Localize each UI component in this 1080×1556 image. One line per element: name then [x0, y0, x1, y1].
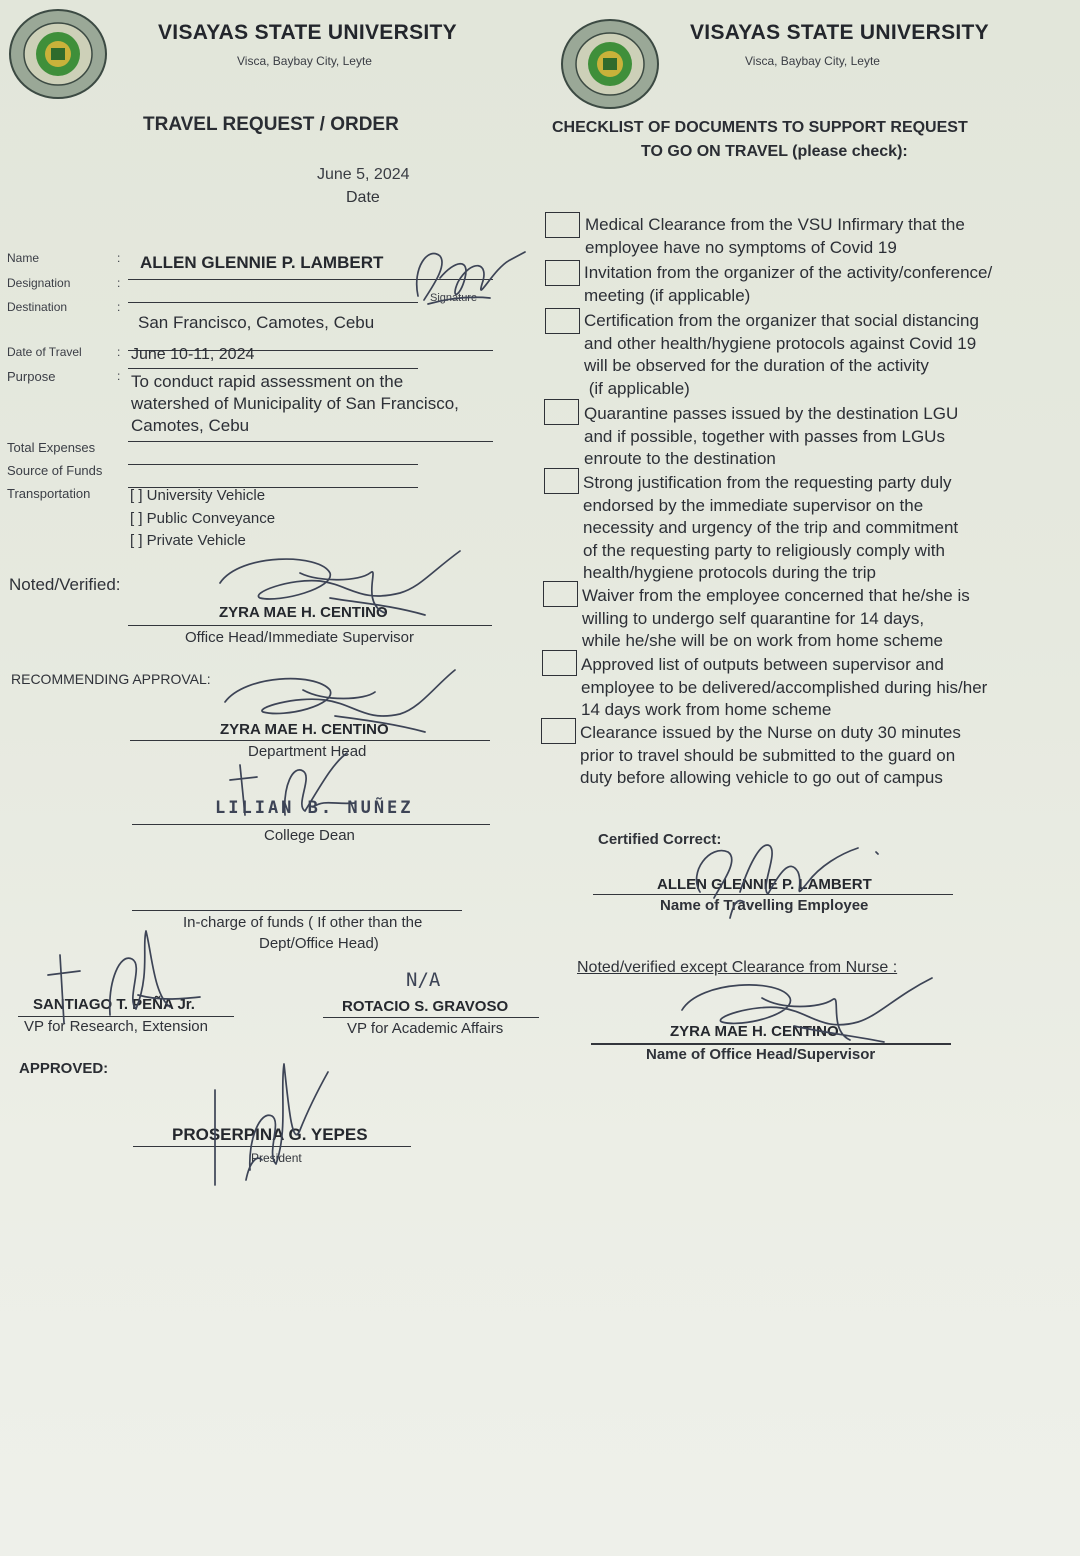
office-head-supervisor-caption: Name of Office Head/Supervisor — [646, 1046, 876, 1063]
date-of-travel-label: Date of Travel — [7, 345, 82, 359]
form-title: TRAVEL REQUEST / ORDER — [143, 114, 399, 135]
university-address: Visca, Baybay City, Leyte — [237, 54, 372, 68]
checklist-text-line: (if applicable) — [584, 378, 690, 398]
date-caption: Date — [346, 189, 380, 206]
vp-research-name: SANTIAGO T. PEÑA Jr. — [33, 996, 195, 1013]
office-head-signature — [210, 543, 470, 623]
checklist-text-line: necessity and urgency of the trip and commitment — [583, 518, 959, 537]
supervisor-signature — [670, 970, 940, 1050]
transportation-label: Transportation — [7, 486, 91, 501]
designation-line — [128, 302, 418, 303]
checklist-checkbox-justification[interactable] — [544, 468, 579, 494]
checklist-text-line: prior to travel should be submitted to the guard on — [580, 745, 956, 765]
traveller-name: ALLEN GLENNIE P. LAMBERT — [140, 253, 384, 272]
expenses-line — [128, 464, 418, 465]
checklist-text-line: endorsed by the immediate supervisor on the — [583, 495, 924, 515]
purpose-label: Purpose — [7, 369, 56, 384]
college-dean-title: College Dean — [264, 827, 355, 844]
checklist-checkbox-nurse-clearance[interactable] — [541, 718, 576, 744]
vp-academic-name: ROTACIO S. GRAVOSO — [342, 998, 509, 1015]
checklist-item-outputs — [581, 654, 987, 722]
colon: : — [117, 300, 121, 314]
checklist-text-line: Clearance issued by the Nurse on duty 30 minutes — [580, 723, 961, 742]
date-of-travel-value: June 10-11, 2024 — [131, 346, 255, 363]
department-head-title: Department Head — [248, 743, 367, 760]
source-of-funds-label: Source of Funds — [7, 463, 103, 478]
checklist-text-line: Invitation from the organizer of the activity/conference/ — [584, 263, 993, 282]
university-name: VISAYAS STATE UNIVERSITY — [158, 21, 457, 44]
college-dean-name: LILIAN B. NUÑEZ — [215, 798, 414, 818]
department-head-signature — [215, 660, 460, 740]
university-seal-logo — [560, 18, 660, 110]
not-applicable-mark: N/A — [406, 969, 441, 991]
checklist-text-line: employee to be delivered/accomplished during his/her — [581, 677, 988, 697]
university-address-right: Visca, Baybay City, Leyte — [745, 54, 880, 68]
office-head-supervisor-name: ZYRA MAE H. CENTINO — [670, 1023, 839, 1040]
purpose-line-1: To conduct rapid assessment on the — [131, 372, 404, 391]
colon: : — [117, 251, 121, 265]
college-dean-signature — [225, 745, 375, 825]
checklist-text-line: willing to undergo self quarantine for 14 days, — [582, 608, 925, 628]
department-head-line — [130, 740, 490, 741]
destination-label: Destination — [7, 300, 68, 314]
name-label: Name — [7, 251, 40, 265]
purpose-line-3: Camotes, Cebu — [131, 416, 250, 435]
department-head-name: ZYRA MAE H. CENTINO — [220, 721, 389, 738]
funds-incharge-caption-2: Dept/Office Head) — [259, 935, 379, 952]
office-head-line — [128, 625, 492, 626]
vp-research-title: VP for Research, Extension — [24, 1018, 208, 1035]
checklist-text-line: while he/she will be on work from home scheme — [582, 631, 943, 650]
destination-value: San Francisco, Camotes, Cebu — [138, 313, 375, 332]
checklist-checkbox-invitation[interactable] — [545, 260, 580, 286]
checklist-item-medical — [585, 214, 965, 259]
checklist-text-line: of the requesting party to religiously comply with — [583, 540, 945, 560]
noted-verified-label: Noted/Verified: — [9, 575, 121, 594]
checklist-item-nurse-clearance — [580, 722, 961, 790]
checklist-text-line: Strong justification from the requesting party duly — [583, 473, 952, 492]
checklist-item-justification — [583, 472, 958, 585]
vp-research-signature — [40, 925, 215, 1025]
vp-academic-title: VP for Academic Affairs — [347, 1020, 504, 1037]
checklist-text-line: duty before allowing vehicle to go out of campus — [580, 768, 943, 787]
checklist-checkbox-medical[interactable] — [545, 212, 580, 238]
purpose-line-2: watershed of Municipality of San Francisco, — [131, 394, 459, 413]
checklist-text-line: meeting (if applicable) — [584, 285, 751, 305]
checklist-checkbox-certification[interactable] — [545, 308, 580, 334]
checklist-item-quarantine — [584, 403, 958, 471]
vp-academic-line — [323, 1017, 539, 1018]
travel-date-line — [128, 368, 418, 369]
total-expenses-label: Total Expenses — [7, 440, 96, 455]
colon: : — [117, 369, 121, 383]
transport-option-public[interactable]: [ ] Public Conveyance — [130, 510, 276, 527]
checklist-checkbox-quarantine[interactable] — [544, 399, 579, 425]
travelling-employee-name: ALLEN GLENNIE P. LAMBERT — [657, 876, 872, 893]
university-name-right: VISAYAS STATE UNIVERSITY — [690, 21, 989, 44]
checklist-text-line: Medical Clearance from the VSU Infirmary that the — [585, 215, 965, 234]
checklist-text-line: Certification from the organizer that social distancing — [584, 311, 979, 330]
checklist-text-line: employee have no symptoms of Covid 19 — [585, 237, 897, 257]
president-name: PROSERPINA G. YEPES — [172, 1125, 368, 1144]
checklist-text-line: 14 days work from home scheme — [581, 700, 832, 719]
office-head-title: Office Head/Immediate Supervisor — [185, 629, 414, 646]
designation-label: Designation — [7, 276, 71, 290]
travelling-employee-caption: Name of Travelling Employee — [660, 897, 869, 914]
checklist-item-waiver — [582, 585, 970, 653]
colon: : — [117, 276, 121, 290]
approved-label: APPROVED: — [19, 1060, 109, 1077]
noted-except-label: Noted/verified except Clearance from Nurse : — [577, 959, 898, 976]
colon: : — [117, 345, 121, 359]
transport-option-university[interactable]: [ ] University Vehicle — [130, 487, 266, 504]
checklist-text-line: Approved list of outputs between supervisor and — [581, 655, 944, 674]
funds-incharge-caption-1: In-charge of funds ( If other than the — [183, 914, 423, 931]
president-title: President — [251, 1151, 302, 1165]
traveller-signature — [410, 238, 535, 313]
checklist-text-line: Quarantine passes issued by the destination LGU — [584, 404, 959, 423]
request-date: June 5, 2024 — [317, 166, 410, 183]
funds-incharge-line — [132, 910, 462, 911]
university-seal-logo — [8, 8, 108, 100]
checklist-checkbox-outputs[interactable] — [542, 650, 577, 676]
checklist-text-line: and if possible, together with passes from LGUs — [584, 426, 945, 446]
office-head-name: ZYRA MAE H. CENTINO — [219, 604, 388, 621]
employee-signature — [680, 832, 890, 922]
checklist-item-invitation — [584, 262, 992, 307]
checklist-text-line: will be observed for the duration of the activity — [584, 356, 929, 375]
checklist-item-certification — [584, 310, 979, 400]
checklist-title-line-1: CHECKLIST OF DOCUMENTS TO SUPPORT REQUEST — [552, 119, 968, 136]
checklist-checkbox-waiver[interactable] — [543, 581, 578, 607]
president-signature — [200, 1060, 340, 1190]
checklist-text-line: and other health/hygiene protocols against Covid 19 — [584, 333, 977, 353]
checklist-text-line: health/hygiene protocols during the trip — [583, 563, 876, 582]
checklist-text-line: Waiver from the employee concerned that he/she is — [582, 586, 970, 605]
signature-caption: Signature — [430, 292, 478, 304]
checklist-text-line: enroute to the destination — [584, 449, 776, 468]
certified-correct-label: Certified Correct: — [598, 831, 722, 848]
transport-option-private[interactable]: [ ] Private Vehicle — [130, 532, 246, 549]
recommending-approval-label: RECOMMENDING APPROVAL: — [11, 671, 211, 687]
purpose-line — [128, 441, 493, 442]
checklist-title-line-2: TO GO ON TRAVEL (please check): — [641, 143, 908, 160]
